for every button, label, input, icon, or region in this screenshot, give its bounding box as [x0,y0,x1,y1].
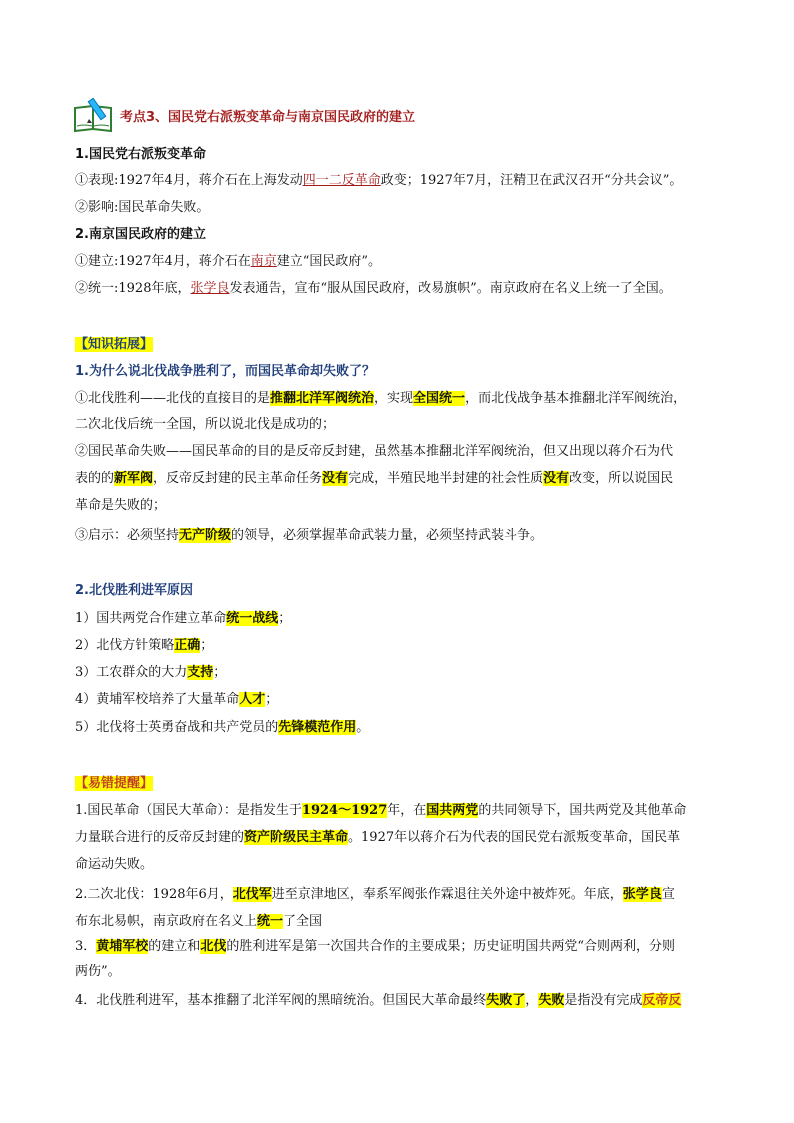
highlight-term: 新军阀 [114,471,154,486]
warn-p2-line2 [75,913,322,931]
section-title: 考点3、国民党右派叛变革命与南京国民政府的建立 [120,110,416,125]
text: ①北伐胜利——北伐的直接目的是 [75,391,271,406]
text: 1.国民革命（国民大革命）：是指发生于 [75,803,302,818]
ext-answer1-line1 [75,390,686,408]
text: 改变，所以说国民 [569,471,674,486]
highlight-term: 没有 [322,471,349,486]
text: ①建立:1927年4月，蒋介石在 [75,254,251,269]
text: 3）工农群众的大力 [75,665,188,680]
text: 年，在 [387,803,427,818]
highlight-term: 统一战线 [226,611,279,626]
warn-p4-line1 [75,992,681,1010]
part2-heading: 2.南京国民政府的建立 [75,227,206,242]
text: 力量联合进行的反帝反封建的 [75,830,245,845]
warn-p3-line2: 两伤”。 [75,964,121,979]
highlight-term: 北伐军 [232,887,272,902]
ext-answer1-line2: 二次北伐后统一全国，所以说北伐是成功的； [75,417,336,432]
text: 的领导，必须掌握革命武装力量，必须坚持武装斗争。 [231,528,544,543]
text: 政变；1927年7月，汪精卫在武汉召开“分共会议”。 [380,173,683,188]
reason-item [75,664,226,682]
text: 完成，半殖民地半封建的社会性质 [348,471,544,486]
text: 是指没有完成 [564,993,643,1008]
highlight-term: 张学良 [190,281,230,296]
highlight-term: 资产阶级民主革命 [244,830,349,845]
text: ①表现:1927年4月，蒋介石在上海发动 [75,173,303,188]
highlight-term: 张学良 [622,887,662,902]
highlight-term: 全国统一 [413,391,466,406]
text: ； [278,611,292,626]
part2-line2 [75,280,672,298]
highlight-term: 1924～1927 [301,803,388,818]
highlight-term: 反帝反 [642,993,682,1008]
book-pen-icon [72,96,116,134]
highlight-term: 南京 [250,254,277,269]
part1-line1 [75,172,682,190]
text: 4．北伐胜利进军，基本推翻了北洋军阀的黑暗统治。但国民大革命最终 [75,993,487,1008]
highlight-term: 北伐 [200,939,227,954]
highlight-term: 支持 [187,665,214,680]
highlight-term: 没有 [543,471,570,486]
ext-answer1-line4 [75,470,673,488]
warn-tag [75,775,153,793]
part1-line2: ②影响:国民革命失败。 [75,200,210,215]
part2-line1 [75,253,381,271]
reason-item [75,719,369,737]
text: ； [265,692,279,707]
text: ②统一:1928年底， [75,281,191,296]
highlight-term: 正确 [174,638,201,653]
text: 。1927年以蒋介石为代表的国民党右派叛变革命，国民革 [348,830,681,845]
reason-item [75,691,278,709]
text: ，而北伐战争基本推翻北洋军阀统治， [465,391,687,406]
text: 4）黄埔军校培养了大量革命 [75,692,240,707]
ext-question2: 2.北伐胜利进军原因 [75,583,193,598]
text: 发表通告，宣布“服从国民政府，改易旗帜”。南京政府在名义上统一了全国。 [229,281,672,296]
ext-answer1-line6 [75,527,543,545]
highlight-term: 黄埔军校 [96,939,149,954]
text: 2）北伐方针策略 [75,638,175,653]
text: ； [213,665,227,680]
text: ，反帝反封建的民主革命任务 [153,471,323,486]
text: 表的的 [75,471,115,486]
text: 。 [356,720,370,735]
text: 宣 [661,887,675,902]
warn-p1-line2 [75,829,680,847]
highlight-term: 失败了 [486,993,526,1008]
highlight-term: 推翻北洋军阀统治 [270,391,375,406]
text: 5）北伐将士英勇奋战和共产党员的 [75,720,279,735]
ext-tag [75,336,153,354]
warn-p2-line1 [75,886,675,904]
text: 1）国共两党合作建立革命 [75,611,227,626]
tag-label: 【知识拓展】 [75,337,154,352]
warn-p1-line1 [75,802,686,820]
highlight-term: 国共两党 [426,803,479,818]
text: 布东北易帜，南京政府在名义上 [75,914,258,929]
warn-p1-line3: 命运动失败。 [75,857,154,872]
text: 了全国 [283,914,323,929]
text: ，实现 [374,391,414,406]
warn-p3-line1 [75,938,675,956]
highlight-term: 人才 [239,692,266,707]
ext-question1: 1.为什么说北伐战争胜利了，而国民革命却失败了？ [75,364,375,379]
reason-item [75,610,291,628]
text: 的建立和 [148,939,201,954]
text: 进至京津地区，奉系军阀张作霖退往关外途中被炸死。年底， [271,887,623,902]
text: 2.二次北伐：1928年6月， [75,887,233,902]
text: 的胜利进军是第一次国共合作的主要成果；历史证明国共两党“合则两利，分则 [226,939,675,954]
highlight-term: 统一 [257,914,284,929]
part1-heading: 1.国民党右派叛变革命 [75,147,206,162]
text: 的共同领导下，国共两党及其他革命 [478,803,687,818]
text: ； [200,638,214,653]
tag-label: 【易错提醒】 [75,776,154,791]
text: ③启示：必须坚持 [75,528,180,543]
highlight-term: 无产阶级 [179,528,232,543]
reason-item [75,637,213,655]
text: 建立“国民政府”。 [276,254,382,269]
ext-answer1-line5: 革命是失败的； [75,498,167,513]
text: ， [525,993,539,1008]
text: 3． [75,939,97,954]
ext-answer1-line3: ②国民革命失败——国民革命的目的是反帝反封建，虽然基本推翻北洋军阀统治，但又出现以蒋介石为代 [75,444,674,459]
highlight-term: 失败 [538,993,565,1008]
highlight-term: 先锋模范作用 [278,720,357,735]
highlight-term: 四一二反革命 [302,173,381,188]
